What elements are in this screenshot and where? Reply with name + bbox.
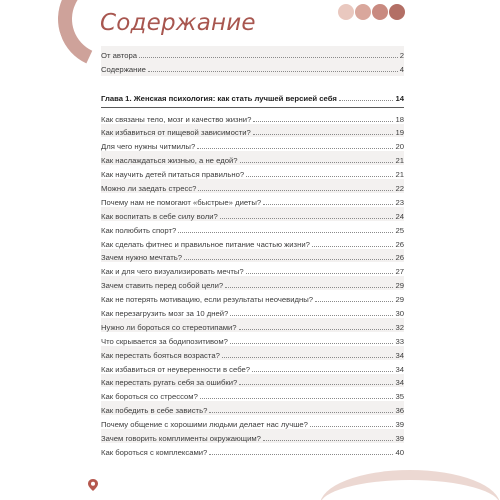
toc-entry[interactable] xyxy=(101,401,404,415)
toc-item-list xyxy=(101,110,404,457)
toc-entry-page: 18 xyxy=(395,114,404,124)
dot-leader xyxy=(230,343,394,344)
toc-entry-page: 26 xyxy=(395,239,404,249)
dot-leader xyxy=(252,371,393,372)
toc-entry-title: Как научить детей питаться правильно? xyxy=(101,170,245,180)
toc-entry-page: 21 xyxy=(395,156,404,166)
toc-entry[interactable] xyxy=(101,304,404,318)
toc-entry-page: 21 xyxy=(395,170,404,180)
toc-entry[interactable] xyxy=(101,179,404,193)
toc-entry-title: Как не потерять мотивацию, если результаты неочевидны? xyxy=(101,295,314,305)
toc-entry[interactable] xyxy=(101,429,404,443)
toc-entry-title: Зачем нужно мечтать? xyxy=(101,253,183,263)
toc-entry[interactable] xyxy=(101,387,404,401)
toc-entry-page: 4 xyxy=(399,64,404,74)
dot-leader xyxy=(178,232,393,233)
toc-entry[interactable] xyxy=(101,443,404,457)
dot-leader xyxy=(312,246,394,247)
decorative-arc xyxy=(320,470,500,500)
toc-entry-title: Как полюбить спорт? xyxy=(101,225,177,235)
toc-entry-title: Как сделать фитнес и правильное питание частью жизни? xyxy=(101,239,310,249)
toc-entry-title: Для чего нужны читмилы? xyxy=(101,142,196,152)
toc-entry-page: 25 xyxy=(395,225,404,235)
dot-leader xyxy=(198,190,393,191)
toc-entry[interactable] xyxy=(101,374,404,388)
dot-leader xyxy=(225,287,393,288)
dot-leader xyxy=(239,329,394,330)
dot-leader xyxy=(339,100,394,101)
toc-entry[interactable] xyxy=(101,124,404,138)
dot-leader xyxy=(315,301,393,302)
toc-entry-page: 26 xyxy=(395,253,404,263)
toc-entry-title: Почему нам не помогают «быстрые» диеты? xyxy=(101,197,262,207)
dot-leader xyxy=(209,412,393,413)
dot-leader xyxy=(209,454,393,455)
dot-leader xyxy=(222,357,394,358)
toc-entry-page: 35 xyxy=(395,392,404,402)
toc-entry-page: 20 xyxy=(395,142,404,152)
toc-entry-author[interactable] xyxy=(101,46,404,60)
toc-entry-title: Как избавиться от пищевой зависимости? xyxy=(101,128,251,138)
dot-leader xyxy=(253,121,393,122)
toc-entry-page: 34 xyxy=(395,378,404,388)
toc-entry-page: 22 xyxy=(395,184,404,194)
toc-entry-title: Как перезагрузить мозг за 10 дней? xyxy=(101,309,229,319)
decorative-dots xyxy=(338,4,408,20)
toc-entry-page: 39 xyxy=(395,434,404,444)
toc-entry-page: 19 xyxy=(395,128,404,138)
toc-chapter-1[interactable] xyxy=(101,89,404,103)
toc-entry-contents[interactable] xyxy=(101,60,404,74)
spacer xyxy=(101,74,404,89)
toc-entry-title: Нужно ли бороться со стереотипами? xyxy=(101,322,237,332)
chapter-divider xyxy=(101,107,404,108)
toc-entry[interactable] xyxy=(101,221,404,235)
decorative-dot xyxy=(372,4,388,20)
toc-entry-title: Зачем говорить комплименты окружающим? xyxy=(101,434,261,444)
toc-entry-page: 39 xyxy=(395,420,404,430)
dot-leader xyxy=(240,162,394,163)
decorative-dot xyxy=(338,4,354,20)
toc-entry-page: 23 xyxy=(395,197,404,207)
toc-chapter-title: Глава 1. Женская психология: как стать лучшей версией себя xyxy=(101,93,337,103)
toc-entry-page: 29 xyxy=(395,281,404,291)
dot-leader xyxy=(310,426,394,427)
toc-entry[interactable] xyxy=(101,276,404,290)
toc-entry[interactable] xyxy=(101,207,404,221)
dot-leader xyxy=(239,384,393,385)
toc-entry-title: От автора xyxy=(101,50,138,60)
decorative-dot xyxy=(389,4,405,20)
toc-entry-page: 27 xyxy=(395,267,404,277)
toc-entry-page: 30 xyxy=(395,309,404,319)
toc-entry[interactable] xyxy=(101,360,404,374)
toc-entry-page: 33 xyxy=(395,336,404,346)
toc-entry-title: Как бороться со стрессом? xyxy=(101,392,198,402)
toc-entry-page: 2 xyxy=(399,50,404,60)
dot-leader xyxy=(263,204,393,205)
toc-entry-title: Как избавиться от неуверенности в себе? xyxy=(101,364,251,374)
toc-entry-title: Как воспитать в себе силу воли? xyxy=(101,211,218,221)
toc-entry[interactable] xyxy=(101,290,404,304)
toc-entry-title: Как наслаждаться жизнью, а не едой? xyxy=(101,156,238,166)
dot-leader xyxy=(184,259,393,260)
dot-leader xyxy=(197,148,393,149)
toc-entry-page: 32 xyxy=(395,322,404,332)
toc-entry-title: Как связаны тело, мозг и качество жизни? xyxy=(101,114,252,124)
toc-entry[interactable] xyxy=(101,346,404,360)
toc-entry[interactable] xyxy=(101,137,404,151)
toc-entry[interactable] xyxy=(101,235,404,249)
toc-entry[interactable] xyxy=(101,415,404,429)
toc-entry-title: Что скрывается за бодипозитивом? xyxy=(101,336,228,346)
toc-entry-title: Содержание xyxy=(101,64,146,74)
toc-entry-title: Как победить в себе зависть? xyxy=(101,406,208,416)
toc-entry-page: 29 xyxy=(395,295,404,305)
page-title: Содержание xyxy=(100,10,256,36)
toc-chapter-page: 14 xyxy=(395,93,404,103)
toc-entry[interactable] xyxy=(101,165,404,179)
toc-entry[interactable] xyxy=(101,110,404,124)
decorative-dot xyxy=(355,4,371,20)
dot-leader xyxy=(200,398,394,399)
toc-entry[interactable] xyxy=(101,318,404,332)
toc-entry-page: 36 xyxy=(395,406,404,416)
toc-entry-title: Зачем ставить перед собой цели? xyxy=(101,281,224,291)
dot-leader xyxy=(246,176,393,177)
toc-entry-page: 40 xyxy=(395,447,404,457)
toc-entry-title: Можно ли заедать стресс? xyxy=(101,184,197,194)
toc-entry-title: Как бороться с комплексами? xyxy=(101,447,208,457)
toc-entry-page: 34 xyxy=(395,364,404,374)
dot-leader xyxy=(230,315,393,316)
toc-entry-page: 24 xyxy=(395,211,404,221)
dot-leader xyxy=(139,57,398,58)
dot-leader xyxy=(263,440,394,441)
toc-entry-title: Как перестать бояться возраста? xyxy=(101,350,220,360)
toc-entry[interactable] xyxy=(101,151,404,165)
toc-entry-page: 34 xyxy=(395,350,404,360)
toc-entry[interactable] xyxy=(101,262,404,276)
toc-entry[interactable] xyxy=(101,332,404,346)
toc-entry-title: Как и для чего визуализировать мечты? xyxy=(101,267,244,277)
dot-leader xyxy=(148,71,398,72)
toc-entry-title: Почему общение с хорошими людьми делает нас лучше? xyxy=(101,420,308,430)
table-of-contents xyxy=(101,46,404,457)
toc-entry-title: Как перестать ругать себя за ошибки? xyxy=(101,378,238,388)
dot-leader xyxy=(253,134,394,135)
location-pin-icon xyxy=(86,478,100,492)
toc-entry[interactable] xyxy=(101,193,404,207)
dot-leader xyxy=(220,218,394,219)
toc-entry[interactable] xyxy=(101,249,404,263)
dot-leader xyxy=(246,273,394,274)
